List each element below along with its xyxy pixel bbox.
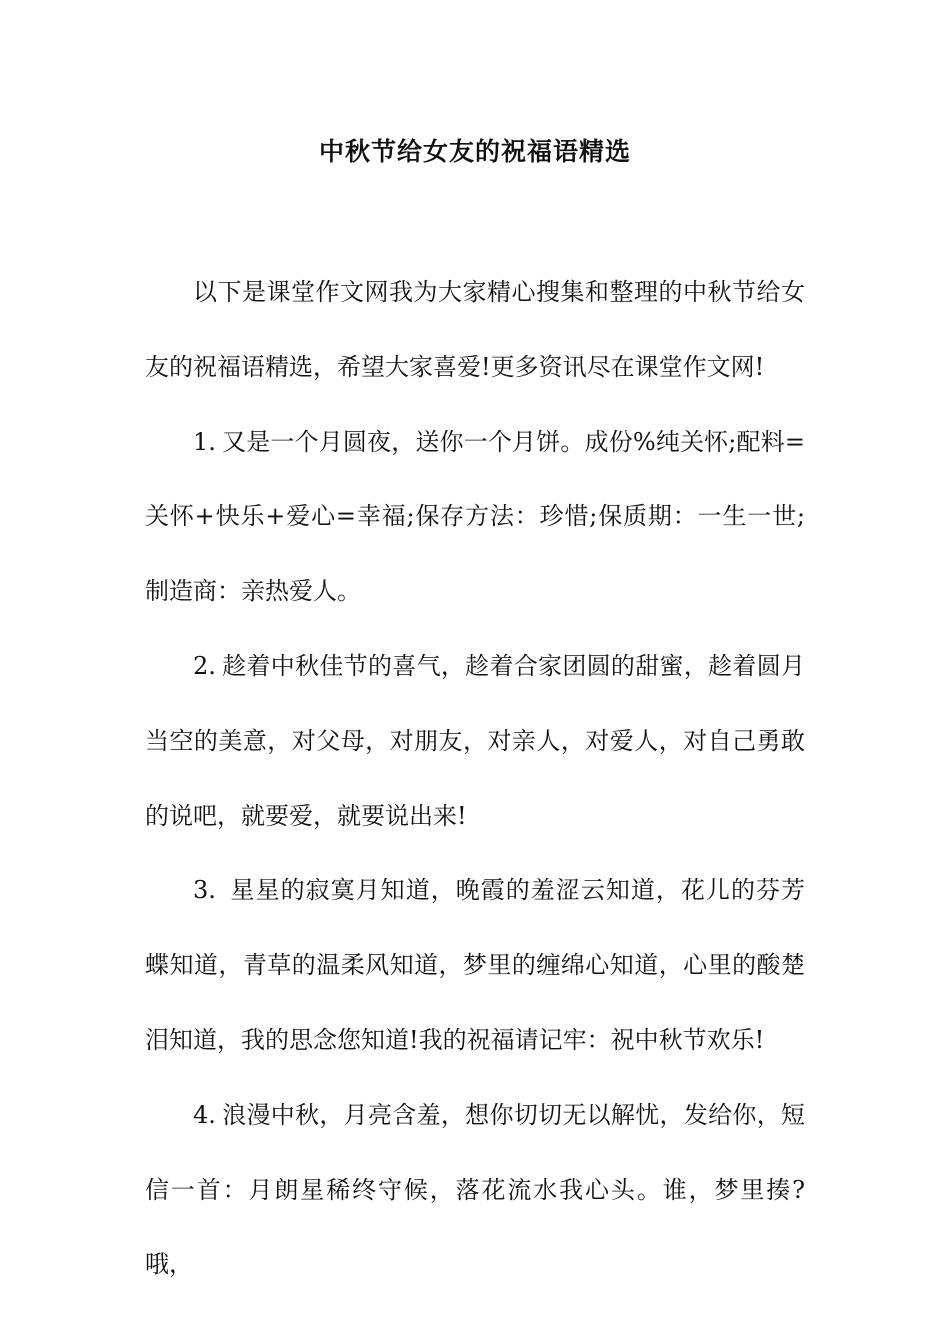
wish-item-3 <box>145 853 805 1077</box>
wish-item-number: 2. <box>193 651 216 680</box>
wish-item-text: 星星的寂寞月知道，晚霞的羞涩云知道，花儿的芬芳蝶知道，青草的温柔风知道，梦里的缠绵心知道，心里的酸楚泪知道，我的思念您知道!我的祝福请记牢：祝中秋节欢乐! <box>145 876 805 1054</box>
wish-item-text: 趁着中秋佳节的喜气，趁着合家团圆的甜蜜，趁着圆月当空的美意，对父母，对朋友，对亲人，对爱人，对自己勇敢的说吧，就要爱，就要说出来! <box>145 651 805 830</box>
wish-item-text: 浪漫中秋，月亮含羞，想你切切无以解忧，发给你，短信一首：月朗星稀终守候，落花流水我心头。谁，梦里揍?哦， <box>145 1100 805 1279</box>
wish-item-number: 4. <box>193 1100 216 1129</box>
document-body <box>145 255 805 1302</box>
document-title: 中秋节给女友的祝福语精选 <box>318 137 631 166</box>
wish-item-number: 3. <box>193 876 216 905</box>
wish-item-1 <box>145 405 805 629</box>
wish-item-4 <box>145 1078 805 1302</box>
intro-paragraph: 以下是课堂作文网我为大家精心搜集和整理的中秋节给女友的祝福语精选，希望大家喜爱!更多资讯尽在课堂作文网! <box>145 278 805 381</box>
wish-item-2 <box>145 629 805 853</box>
wish-item-text: 又是一个月圆夜，送你一个月饼。成份%纯关怀;配料=关怀+快乐+爱心=幸福;保存方法：珍惜;保质期：一生一世;制造商：亲热爱人。 <box>145 427 805 606</box>
wish-item-number: 1. <box>193 427 216 456</box>
